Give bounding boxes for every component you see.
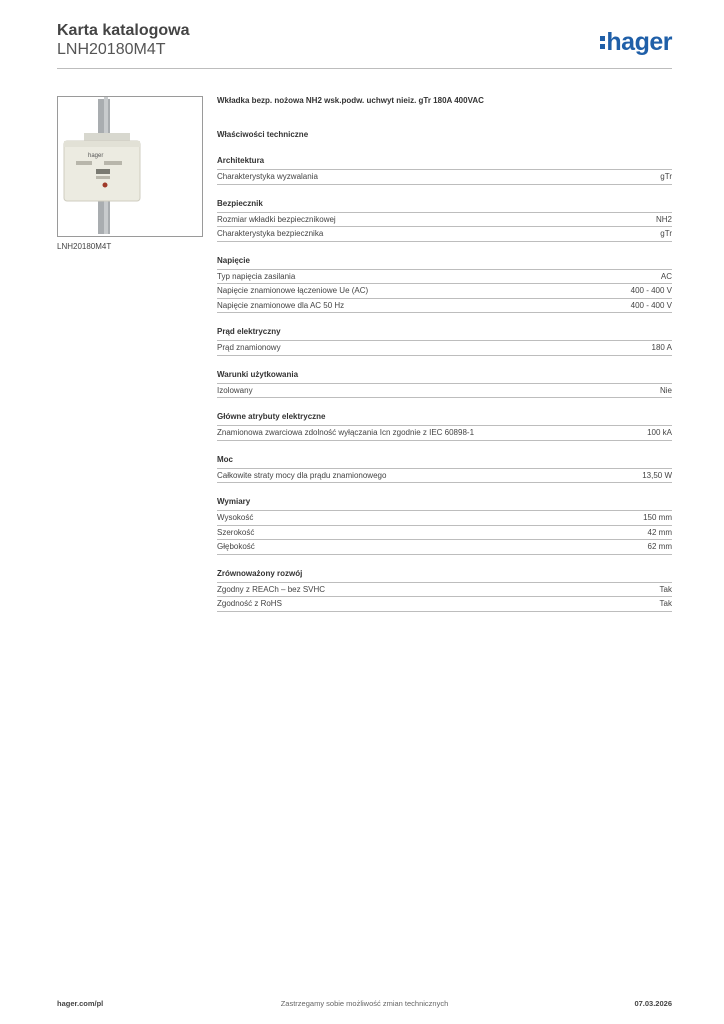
spec-section: [217, 199, 672, 242]
section-title: Warunki użytkowania: [217, 370, 672, 384]
spec-row: [217, 227, 672, 242]
spec-value: 400 - 400 V: [630, 300, 672, 310]
spec-row: [217, 597, 672, 612]
spec-row: [217, 270, 672, 285]
spec-label: Napięcie znamionowe łączeniowe Ue (AC): [217, 286, 369, 295]
spec-label: Charakterystyka bezpiecznika: [217, 229, 324, 238]
product-image: [57, 96, 203, 237]
section-title: Bezpiecznik: [217, 199, 672, 213]
spec-row: [217, 299, 672, 314]
page-footer: [57, 999, 672, 1011]
footer-website: hager.com/pl: [57, 999, 104, 1008]
spec-value: Tak: [659, 584, 672, 594]
spec-row: [217, 583, 672, 598]
spec-value: 13,50 W: [642, 470, 672, 480]
spec-label: Zgodny z REACh – bez SVHC: [217, 584, 326, 594]
footer-date: 07.03.2026: [634, 999, 672, 1008]
spec-row: [217, 526, 672, 541]
spec-value: gTr: [660, 229, 672, 238]
spec-section: [217, 256, 672, 314]
spec-value: 42 mm: [647, 527, 672, 537]
footer-notice: Zastrzegamy sobie możliwość zmian technicznych: [280, 999, 449, 1008]
spec-label: Całkowite straty mocy dla prądu znamionowego: [217, 470, 387, 480]
spec-row: [217, 540, 672, 555]
spec-label: Wysokość: [217, 513, 254, 522]
spec-section: [217, 455, 672, 484]
spec-label: Zgodność z RoHS: [217, 599, 282, 608]
logo-text: hager: [606, 28, 672, 56]
spec-sections: [217, 156, 672, 612]
section-title: Moc: [217, 455, 672, 469]
spec-row: [217, 469, 672, 484]
header-divider: [57, 68, 672, 69]
spec-section: [217, 412, 672, 441]
section-title: Architektura: [217, 156, 672, 170]
page-title: Karta katalogowa: [57, 22, 190, 39]
spec-value: Tak: [659, 599, 672, 608]
product-code: LNH20180M4T: [57, 41, 166, 58]
spec-row: [217, 213, 672, 228]
spec-value: Nie: [659, 385, 672, 395]
spec-value: NH2: [655, 214, 672, 224]
svg-text:hager: hager: [88, 153, 104, 159]
spec-row: [217, 170, 672, 185]
image-caption: LNH20180M4T: [57, 242, 112, 251]
spec-value: 100 kA: [647, 428, 672, 437]
spec-value: 62 mm: [647, 542, 672, 551]
properties-title: Właściwości techniczne: [217, 130, 309, 139]
spec-value: 180 A: [651, 343, 672, 352]
spec-row: [217, 511, 672, 526]
section-title: Zrównoważony rozwój: [217, 569, 672, 583]
spec-section: [217, 327, 672, 356]
spec-label: Typ napięcia zasilania: [217, 271, 296, 281]
spec-section: [217, 156, 672, 185]
spec-label: Izolowany: [217, 385, 253, 395]
spec-value: gTr: [660, 172, 672, 181]
spec-label: Głębokość: [217, 542, 255, 551]
spec-label: Charakterystyka wyzwalania: [217, 172, 318, 181]
product-description: Wkładka bezp. nożowa NH2 wsk.podw. uchwyt nieiz. gTr 180A 400VAC: [217, 96, 484, 105]
spec-label: Napięcie znamionowe dla AC 50 Hz: [217, 300, 345, 310]
spec-label: Szerokość: [217, 527, 255, 537]
page-header: [57, 22, 672, 70]
fuse-illustration: [58, 97, 202, 236]
spec-value: AC: [660, 271, 672, 281]
hager-logo: [600, 28, 672, 57]
spec-row: [217, 426, 672, 441]
section-title: Wymiary: [217, 497, 672, 511]
spec-row: [217, 341, 672, 356]
section-title: Prąd elektryczny: [217, 327, 672, 341]
spec-sheet: [217, 96, 672, 612]
logo-dots-icon: [600, 33, 605, 51]
spec-value: 150 mm: [643, 513, 672, 522]
spec-section: [217, 569, 672, 612]
spec-value: 400 - 400 V: [630, 286, 672, 295]
section-title: Główne atrybuty elektryczne: [217, 412, 672, 426]
spec-label: Znamionowa zwarciowa zdolność wyłączania Icn zgodnie z IEC 60898-1: [217, 428, 475, 437]
spec-label: Prąd znamionowy: [217, 343, 281, 352]
spec-section: [217, 497, 672, 555]
spec-section: [217, 370, 672, 399]
section-title: Napięcie: [217, 256, 672, 270]
spec-row: [217, 284, 672, 299]
spec-label: Rozmiar wkładki bezpiecznikowej: [217, 214, 336, 224]
spec-row: [217, 384, 672, 399]
